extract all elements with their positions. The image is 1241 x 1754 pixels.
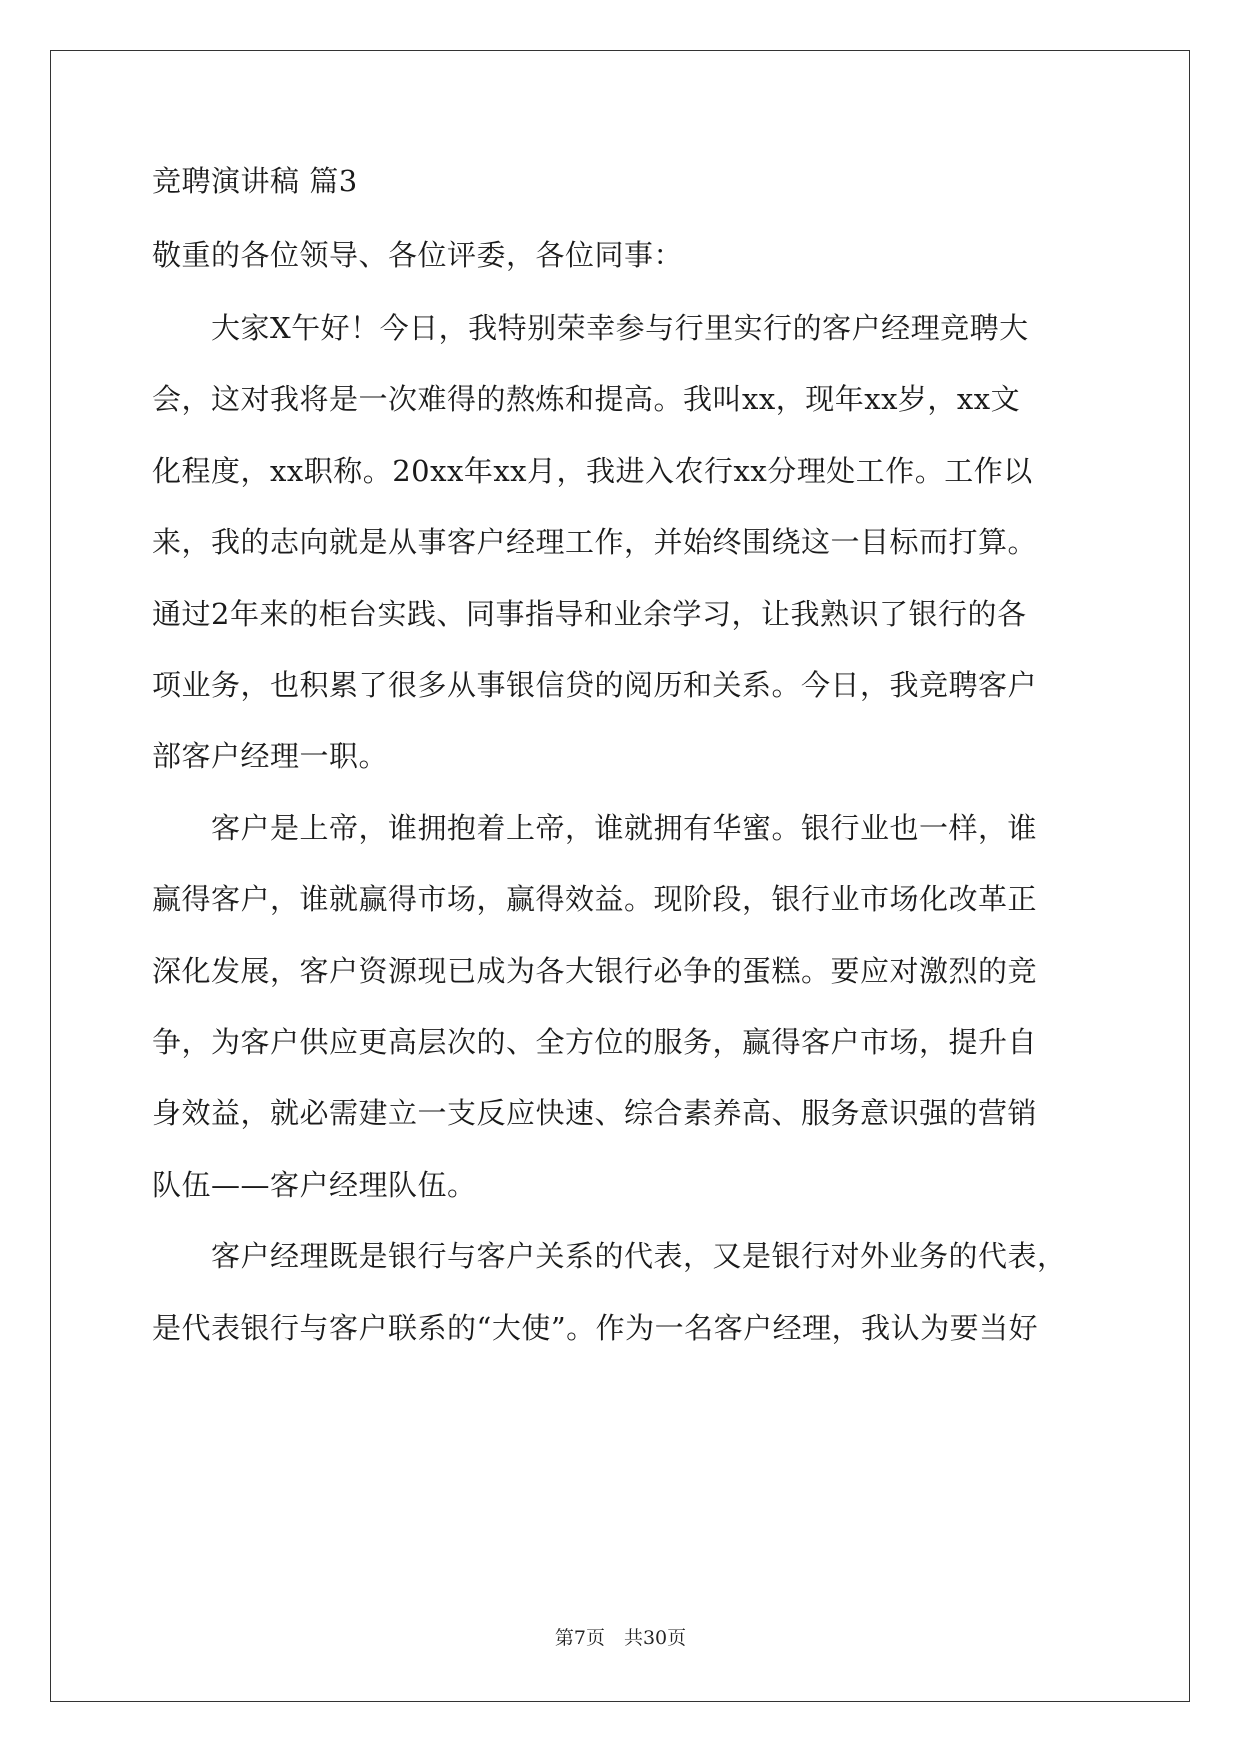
salutation: 敬重的各位领导、各位评委，各位同事： [152,238,684,272]
text-line: 是代表银行与客户联系的“大使”。作为一名客户经理，我认为要当好 [152,1310,1039,1345]
text-line: 化程度，xx职称。20xx年xx月，我进入农行xx分理处工作。工作以 [152,453,1033,488]
text-line: 大家X午好！今日，我特别荣幸参与行里实行的客户经理竞聘大 [152,311,1029,345]
text-line: 客户经理既是银行与客户关系的代表，又是银行对外业务的代表， [152,1239,1067,1274]
text-line: 赢得客户，谁就赢得市场，赢得效益。现阶段，银行业市场化改革正 [152,882,1038,917]
text-line: 通过2年来的柜台实践、同事指导和业余学习，让我熟识了银行的各 [152,596,1027,631]
text-line: 身效益，就必需建立一支反应快速、综合素养高、服务意识强的营销 [152,1096,1038,1131]
text-line: 争，为客户供应更高层次的、全方位的服务，赢得客户市场，提升自 [152,1025,1038,1059]
page-border [50,50,1190,1702]
page-number-footer: 第7页 共30页 [554,1627,687,1649]
text-line: 项业务，也积累了很多从事银信贷的阅历和关系。今日，我竞聘客户 [152,668,1038,702]
document-title: 竞聘演讲稿 篇3 [152,164,358,198]
text-line: 来，我的志向就是从事客户经理工作，并始终围绕这一目标而打算。 [152,525,1038,560]
text-line: 部客户经理一职。 [152,739,389,774]
text-line: 深化发展，客户资源现已成为各大银行必争的蛋糕。要应对激烈的竞 [152,953,1038,988]
text-line: 队伍——客户经理队伍。 [152,1167,477,1202]
text-line: 客户是上帝，谁拥抱着上帝，谁就拥有华蜜。银行业也一样，谁 [152,810,1038,845]
text-line: 会，这对我将是一次难得的熬炼和提高。我叫xx，现年xx岁，xx文 [152,382,1021,417]
